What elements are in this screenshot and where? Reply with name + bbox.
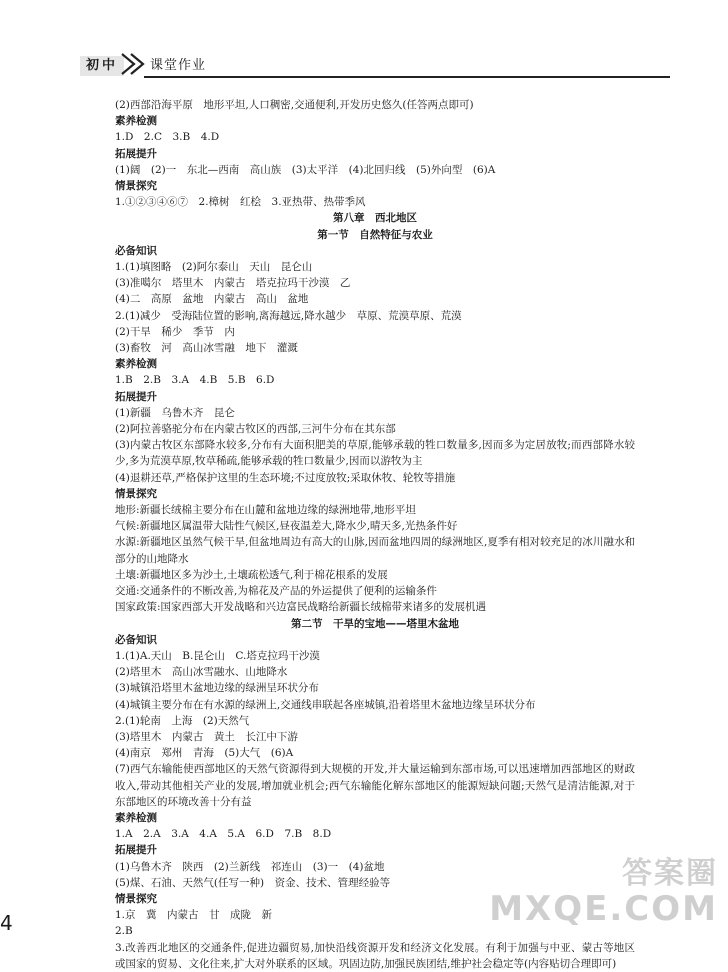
answer-line: (1)新疆 乌鲁木齐 昆仑 xyxy=(115,406,235,419)
answer-line: 2.(1)减少 受海陆位置的影响,离海越远,降水越少 草原、荒漠草原、荒漠 xyxy=(115,309,462,322)
section-heading: 拓展提升 xyxy=(115,844,157,857)
answer-line: 2.(1)轮南 上海 (2)天然气 xyxy=(115,714,250,727)
answer-line: 1.京 冀 内蒙古 甘 成陇 新 xyxy=(115,909,273,922)
answer-line: 1.①②③④⑥⑦ 2.樟树 红桧 3.亚热带、热带季风 xyxy=(115,196,366,209)
section-heading: 情景探究 xyxy=(115,892,157,905)
answer-line: 1.(1)A.天山 B.昆仑山 C.塔克拉玛干沙漠 xyxy=(115,649,320,662)
chapter-title: 第二节 干旱的宝地——塔里木盆地 xyxy=(291,617,459,630)
answer-line: (5)煤、石油、天然气(任写一种) 资金、技术、管理经验等 xyxy=(115,876,391,889)
watermark-logo xyxy=(489,848,718,929)
section-heading: 拓展提升 xyxy=(115,390,157,403)
section-heading: 素养检测 xyxy=(115,811,157,824)
answer-line: (2)西部沿海平原 地形平坦,人口稠密,交通便利,开发历史悠久(任答两点即可) xyxy=(115,99,474,111)
answer-line: 1.D 2.C 3.B 4.D xyxy=(115,131,220,144)
answer-line: (2)塔里木 高山冰雪融水、山地降水 xyxy=(115,666,288,679)
watermark-line2: MXQE.COM xyxy=(489,889,718,929)
page-header xyxy=(80,48,670,78)
section-heading: 拓展提升 xyxy=(115,147,157,160)
chapter-title: 第八章 西北地区 xyxy=(333,212,417,225)
answer-line: (4)退耕还草,严格保护这里的生态环境;不过度放牧;采取休牧、轮牧等措施 xyxy=(115,471,456,484)
answer-line: 气候:新疆地区属温带大陆性气候区,昼夜温差大,降水少,晴天多,光热条件好 xyxy=(115,520,458,533)
answer-line: (3)准噶尔 塔里木 内蒙古 塔克拉玛干沙漠 乙 xyxy=(115,277,351,290)
answer-line: 地形:新疆长绒棉主要分布在山麓和盆地边缘的绿洲地带,地形平坦 xyxy=(115,504,416,517)
answer-content xyxy=(115,97,635,972)
book-subtitle: 课堂作业 xyxy=(150,58,207,73)
answer-line: (3)内蒙古牧区东部降水较多,分布有大面积肥美的草原,能够承载的牲口数量多,因而多为定居放牧;而西部降水较少,多为荒漠草原,牧草稀疏,能够承载的牲口数量少,因而以游牧为主 xyxy=(115,439,635,468)
answer-line: 交通:交通条件的不断改善,为棉花及产品的外运提供了便利的运输条件 xyxy=(115,585,437,598)
answer-line: (4)城镇主要分布在有水源的绿洲上,交通线串联起各座城镇,沿着塔里木盆地边缘呈环状分布 xyxy=(115,698,536,711)
double-chevron-icon xyxy=(120,52,150,76)
answer-line: (1)乌鲁木齐 陕西 (2)兰新线 祁连山 (3)一 (4)盆地 xyxy=(115,860,385,873)
answer-line: 1.B 2.B 3.A 4.B 5.B 6.D xyxy=(115,374,275,387)
page-number: 4 xyxy=(0,911,13,935)
answer-line: (3)塔里木 内蒙古 黄土 长江中下游 xyxy=(115,730,298,743)
answer-line: (3)畜牧 河 高山冰雪融 地下 灌溉 xyxy=(115,342,298,355)
answer-line: (3)城镇沿塔里木盆地边缘的绿洲呈环状分布 xyxy=(115,682,319,695)
answer-line: (2)干旱 稀少 季节 内 xyxy=(115,325,235,338)
answer-line: 1.(1)填图略 (2)阿尔泰山 天山 昆仑山 xyxy=(115,261,313,274)
chapter-title: 第一节 自然特征与农业 xyxy=(317,228,433,241)
section-heading: 必备知识 xyxy=(115,633,157,646)
answer-line: 3.改善西北地区的交通条件,促进边疆贸易,加快沿线资源开发和经济文化发展。有利于加强与中亚、蒙古等地区或国家的贸易、文化往来,扩大对外联系的区域。巩固边防,加强民族团结,维护社会稳定等(内容贴切合理即可) xyxy=(115,941,635,970)
watermark-line1: 答案圈 xyxy=(622,856,718,891)
answer-line: 土壤:新疆地区多为沙土,土壤疏松透气,利于棉花根系的发展 xyxy=(115,568,388,581)
answer-line: (1)阔 (2)一 东北—西南 高山族 (3)太平洋 (4)北回归线 (5)外向型 (6)A xyxy=(115,163,496,176)
answer-line: (7)西气东输能使西部地区的天然气资源得到大规模的开发,并大量运输到东部市场,可以迅速增加西部地区的财政收入,带动其他相关产业的发展,增加就业机会;西气东输能化解东部地区的能源短缺问题;天然气是清洁能源,对于东部地区的环境改善十分有益 xyxy=(115,763,635,808)
section-heading: 情景探究 xyxy=(115,487,157,500)
header-rule xyxy=(144,76,670,78)
answer-line: (4)二 高原 盆地 内蒙古 高山 盆地 xyxy=(115,293,309,306)
answer-line: (2)阿拉善骆驼分布在内蒙古牧区的西部,三河牛分布在其东部 xyxy=(115,423,396,436)
answer-line: (4)南京 郑州 青海 (5)大气 (6)A xyxy=(115,747,294,760)
answer-line: 国家政策:国家西部大开发战略和兴边富民战略给新疆长绒棉带来诸多的发展机遇 xyxy=(115,601,487,614)
section-heading: 素养检测 xyxy=(115,115,157,128)
section-badge: 初中 xyxy=(80,56,124,76)
answer-line: 2.B xyxy=(115,925,133,938)
section-heading: 必备知识 xyxy=(115,244,157,257)
answer-line: 1.A 2.A 3.A 4.A 5.A 6.D 7.B 8.D xyxy=(115,828,332,841)
answer-line: 水源:新疆地区虽然气候干旱,但盆地周边有高大的山脉,因而盆地四周的绿洲地区,夏季有相对较充足的冰川融水和部分的山地降水 xyxy=(115,536,635,565)
section-heading: 情景探究 xyxy=(115,180,157,193)
section-heading: 素养检测 xyxy=(115,358,157,371)
